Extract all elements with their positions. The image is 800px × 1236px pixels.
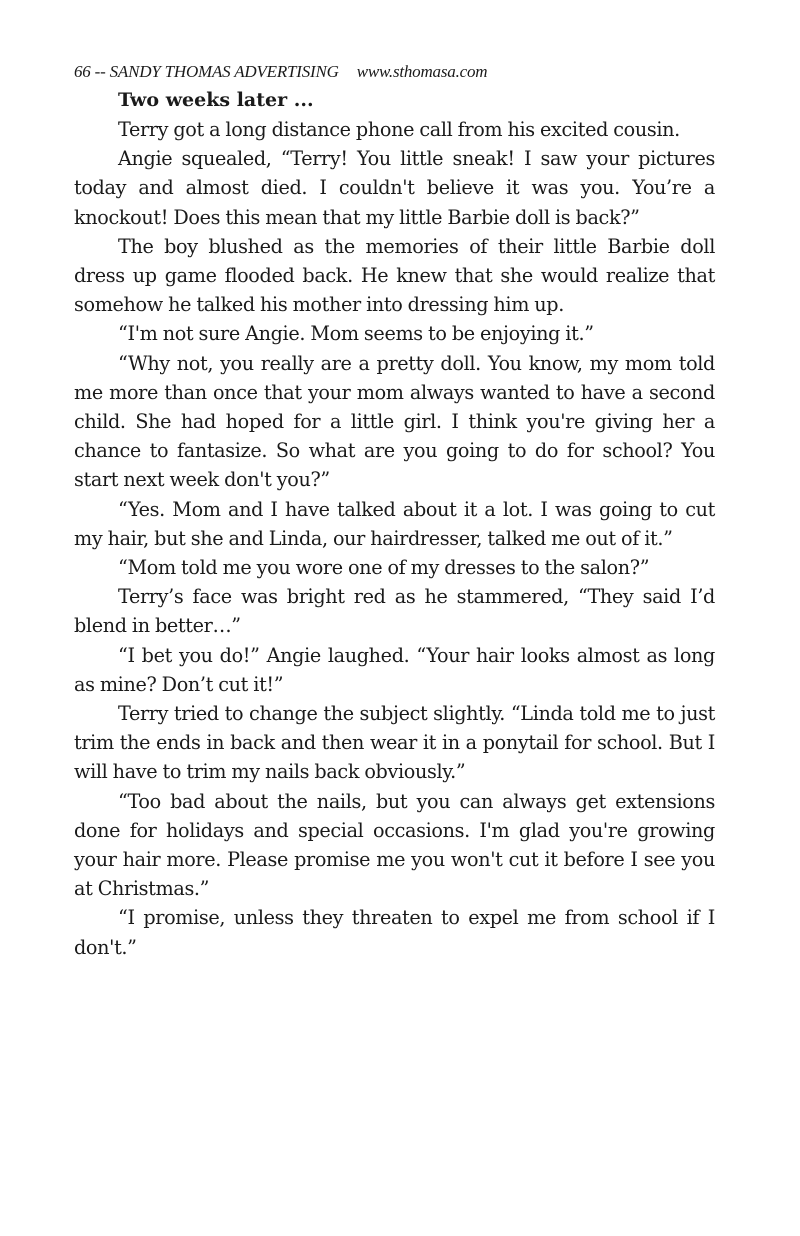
book-page (74, 60, 715, 962)
paragraph: Terry tried to change the subject slightly. “Linda told me to just trim the ends in back and then wear it in a ponytail for school. But I will have to trim my nails back obviously.” (74, 702, 715, 784)
paragraph: “Why not, you really are a pretty doll. You know, my mom told me more than once that your mom always wanted to have a second child. She had hoped for a little girl. I think you're giving her a chance to fantasize. So what are you going to do for school? You start next week don't you?” (74, 351, 715, 492)
paragraph: “Mom told me you wore one of my dresses to the salon?” (118, 556, 650, 580)
paragraph: “I promise, unless they threaten to expel me from school if I don't.” (74, 906, 715, 959)
paragraph: The boy blushed as the memories of their little Barbie doll dress up game flooded back. He knew that she would realize that somehow he talked his mother into dressing him up. (74, 234, 715, 317)
paragraph: “Too bad about the nails, but you can always get extensions done for holidays and special occasions. I'm glad you're growing your hair more. Please promise me you won't cut it before I see you at Christmas.” (74, 789, 715, 901)
paragraph: “Yes. Mom and I have talked about it a lot. I was going to cut my hair, but she and Linda, our hairdresser, talked me out of it.” (74, 497, 715, 550)
section-title: Two weeks later ... (118, 89, 314, 111)
running-header (74, 60, 715, 86)
paragraph: Terry got a long distance phone call from his excited cousin. (118, 118, 680, 141)
paragraph: Terry’s face was bright red as he stammered, “They said I’d blend in better…” (74, 585, 715, 638)
website-url: www.sthomasa.com (356, 62, 488, 81)
running-title: 66 -- SANDY THOMAS ADVERTISING (74, 62, 339, 81)
body-text (74, 115, 715, 962)
paragraph: “I bet you do!” Angie laughed. “Your hair looks almost as long as mine? Don’t cut it!” (74, 643, 715, 696)
paragraph: “I'm not sure Angie. Mom seems to be enjoying it.” (118, 322, 594, 346)
paragraph: Angie squealed, “Terry! You little sneak! I saw your pictures today and almost died. I couldn't believe it was you. You’re a knockout! Does this mean that my little Barbie doll is back?” (74, 147, 715, 229)
